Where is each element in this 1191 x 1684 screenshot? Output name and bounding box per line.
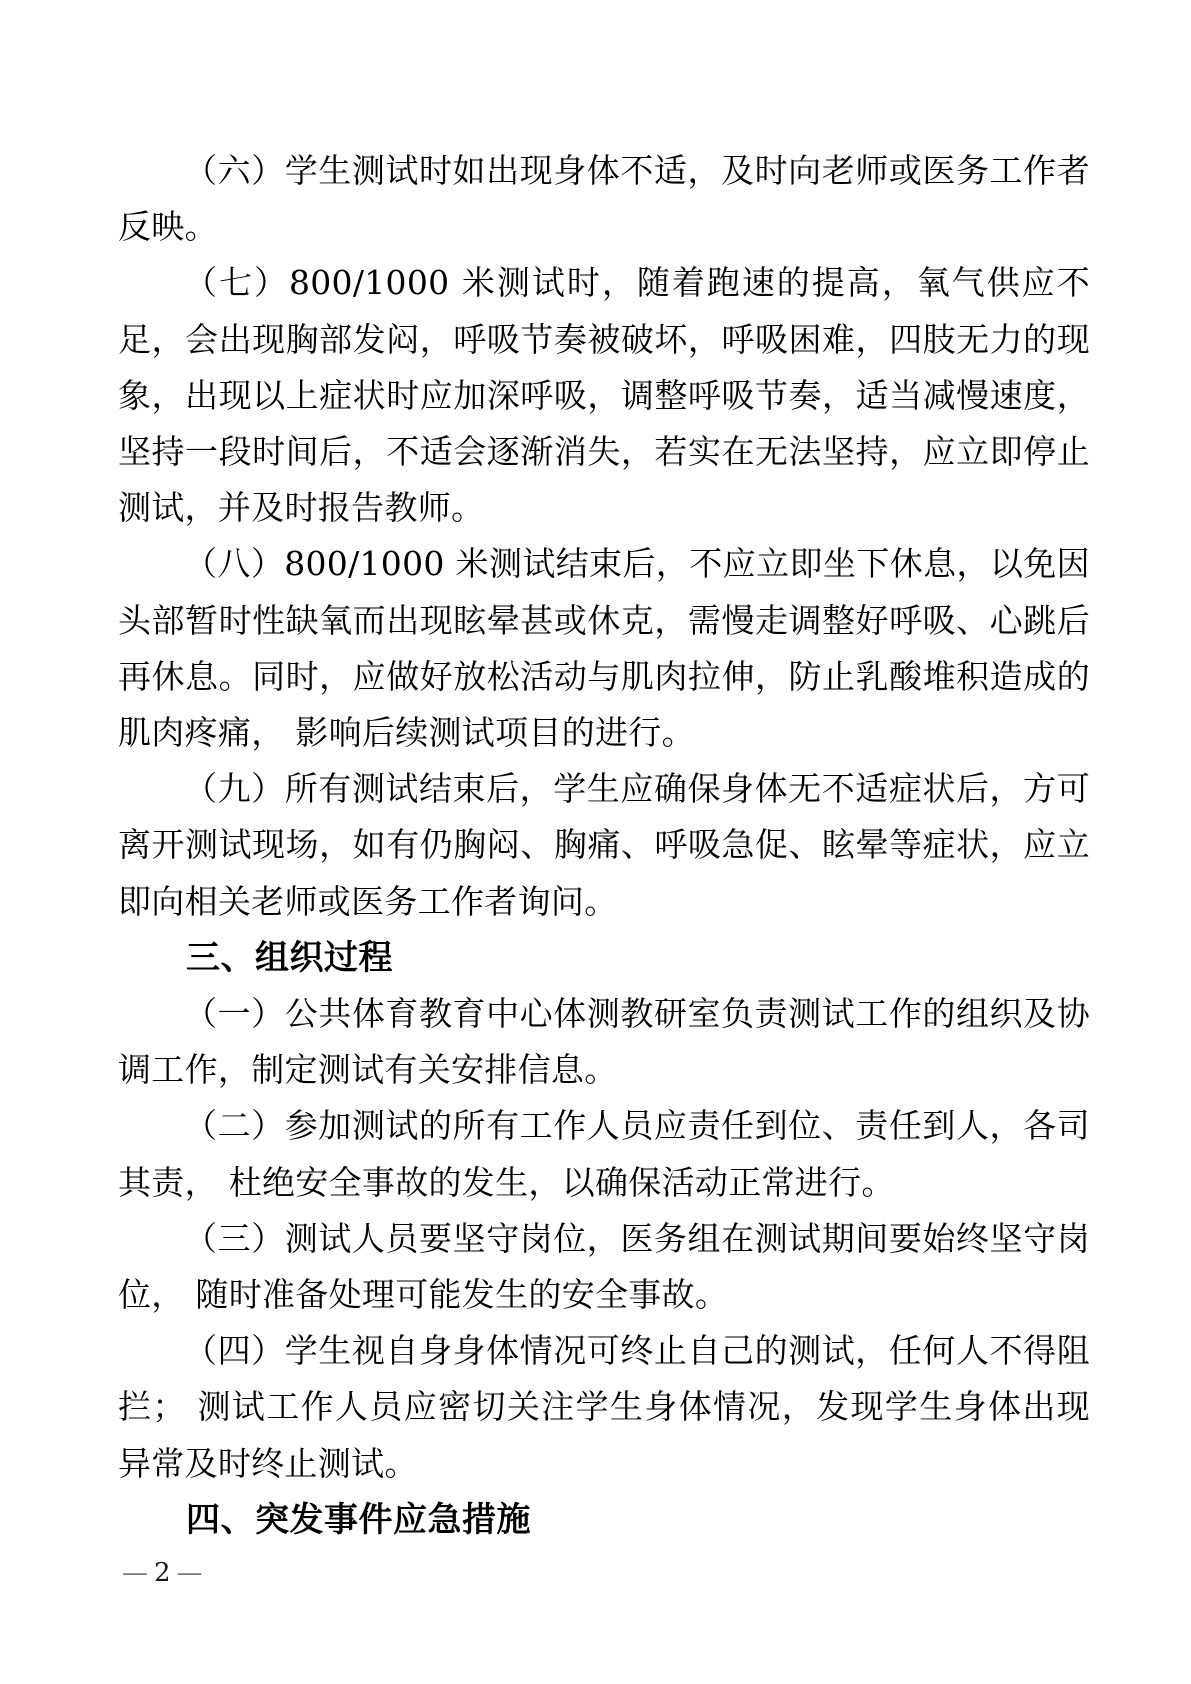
paragraph: （九）所有测试结束后，学生应确保身体无不适症状后，方可离开测试现场，如有仍胸闷、胸痛、呼吸急促、眩晕等症状，应立即向相关老师或医务工作者询问。 (118, 769, 1090, 921)
paragraph: （八）800/1000 米测试结束后，不应立即坐下休息，以免因头部暂时性缺氧而出现眩晕甚或休克，需慢走调整好呼吸、心跳后再休息。同时，应做好放松活动与肌肉拉伸，防止乳酸堆积造成的肌肉疼痛， 影响后续测试项目的进行。 (118, 544, 1090, 753)
page-number: 2 (154, 1558, 171, 1588)
page-footer (122, 1558, 203, 1588)
footer-dash-left: — (122, 1558, 148, 1588)
paragraph: （四）学生视自身身体情况可终止自己的测试，任何人不得阻拦； 测试工作人员应密切关注学生身体情况，发现学生身体出现异常及时终止测试。 (118, 1331, 1090, 1483)
paragraph: （一）公共体育教育中心体测教研室负责测试工作的组织及协调工作，制定测试有关安排信息。 (118, 994, 1090, 1090)
document-body (118, 143, 1090, 1548)
section-heading: 四、突发事件应急措施 (186, 1499, 531, 1540)
footer-dash-right: — (176, 1558, 203, 1588)
paragraph: （三）测试人员要坚守岗位，医务组在测试期间要始终坚守岗位， 随时准备处理可能发生的安全事故。 (118, 1218, 1090, 1315)
paragraph: （二）参加测试的所有工作人员应责任到位、责任到人，各司其责， 杜绝安全事故的发生，以确保活动正常进行。 (118, 1106, 1090, 1202)
paragraph: （七）800/1000 米测试时，随着跑速的提高，氧气供应不足，会出现胸部发闷，呼吸节奏被破坏，呼吸困难，四肢无力的现象，出现以上症状时应加深呼吸，调整呼吸节奏，适当减慢速度，坚持一段时间后，不适会逐渐消失，若实在无法坚持，应立即停止测试，并及时报告教师。 (118, 263, 1090, 528)
paragraph: （六）学生测试时如出现身体不适，及时向老师或医务工作者反映。 (118, 151, 1090, 247)
section-heading: 三、组织过程 (186, 937, 393, 978)
